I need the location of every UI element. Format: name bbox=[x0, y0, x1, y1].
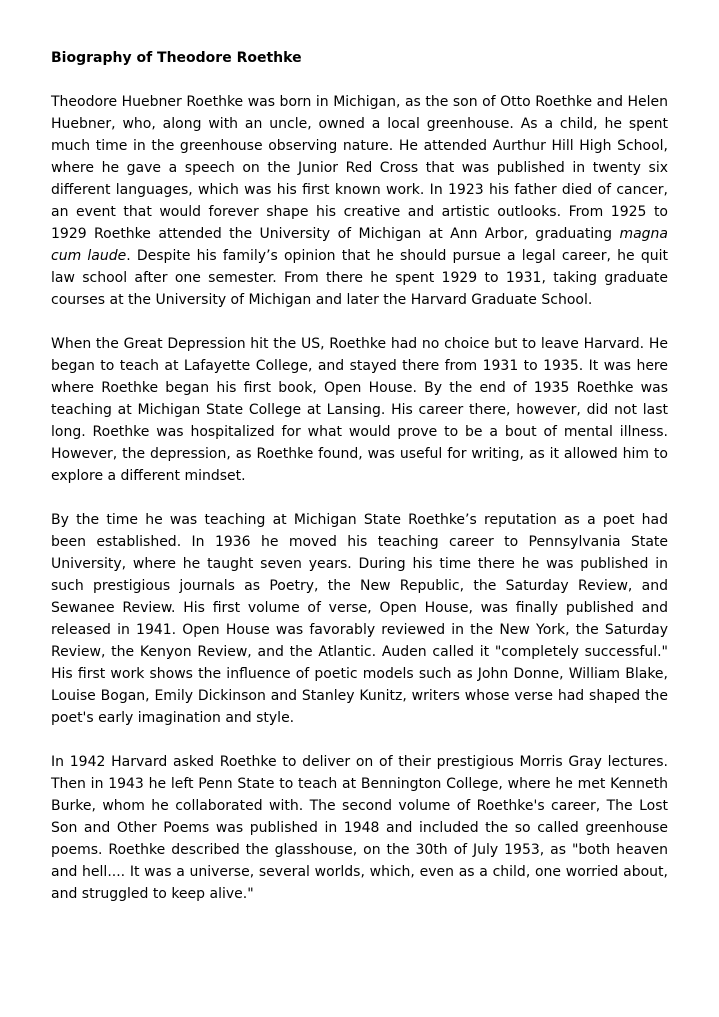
paragraph-depression: When the Great Depression hit the US, Roethke had no choice but to leave Harvard. He began to teach at Lafayette College, and stayed there from 1931 to 1935. It was here where Roethke began his first book, Open House. By the end of 1935 Roethke was teaching at Michigan State College at Lansing. His career there, however, did not last long. Roethke was hospitalized for what would prove to be a bout of mental illness. However, the depression, as Roethke found, was useful for writing, as it allowed him to explore a different mindset. bbox=[51, 336, 668, 484]
emphasis-text: magna cum laude bbox=[51, 226, 668, 264]
paragraph-text: Theodore Huebner Roethke was born in Michigan, as the son of Otto Roethke and Helen Huebner, who, along with an uncle, owned a local greenhouse. As a child, he spent much time in the greenhouse observing nature. He attended Aurthur Hill High School, where he gave a speech on the Junior Red Cross that was published in twenty six different languages, which was his first known work. In 1923 his father died of cancer, an event that would forever shape his creative and artistic outlooks. From 1925 to 1929 Roethke attended the University of Michigan at Ann Arbor, graduating bbox=[51, 94, 668, 242]
paragraph-bennington: In 1942 Harvard asked Roethke to deliver on of their prestigious Morris Gray lectures. Then in 1943 he left Penn State to teach at Bennington College, where he met Kenneth Burke, whom he collaborated with. The second volume of Roethke's career, The Lost Son and Other Poems was published in 1948 and included the so called greenhouse poems. Roethke described the glasshouse, on the 30th of July 1953, as "both heaven and hell.... It was a universe, several worlds, which, even as a child, one worried about, and struggled to keep alive." bbox=[51, 754, 668, 902]
paragraph-early-life bbox=[51, 91, 668, 311]
document-title: Biography of Theodore Roethke bbox=[51, 50, 302, 66]
document-page bbox=[51, 47, 668, 905]
paragraph-penn-state: By the time he was teaching at Michigan State Roethke’s reputation as a poet had been established. In 1936 he moved his teaching career to Pennsylvania State University, where he taught seven years. During his time there he was published in such prestigious journals as Poetry, the New Republic, the Saturday Review, and Sewanee Review. His first volume of verse, Open House, was finally published and released in 1941. Open House was favorably reviewed in the New York, the Saturday Review, the Kenyon Review, and the Atlantic. Auden called it "completely successful." His first work shows the influence of poetic models such as John Donne, William Blake, Louise Bogan, Emily Dickinson and Stanley Kunitz, writers whose verse had shaped the poet's early imagination and style. bbox=[51, 512, 668, 726]
paragraph-text: . Despite his family’s opinion that he should pursue a legal career, he quit law school after one semester. From there he spent 1929 to 1931, taking graduate courses at the University of Michigan and later the Harvard Graduate School. bbox=[51, 248, 668, 308]
